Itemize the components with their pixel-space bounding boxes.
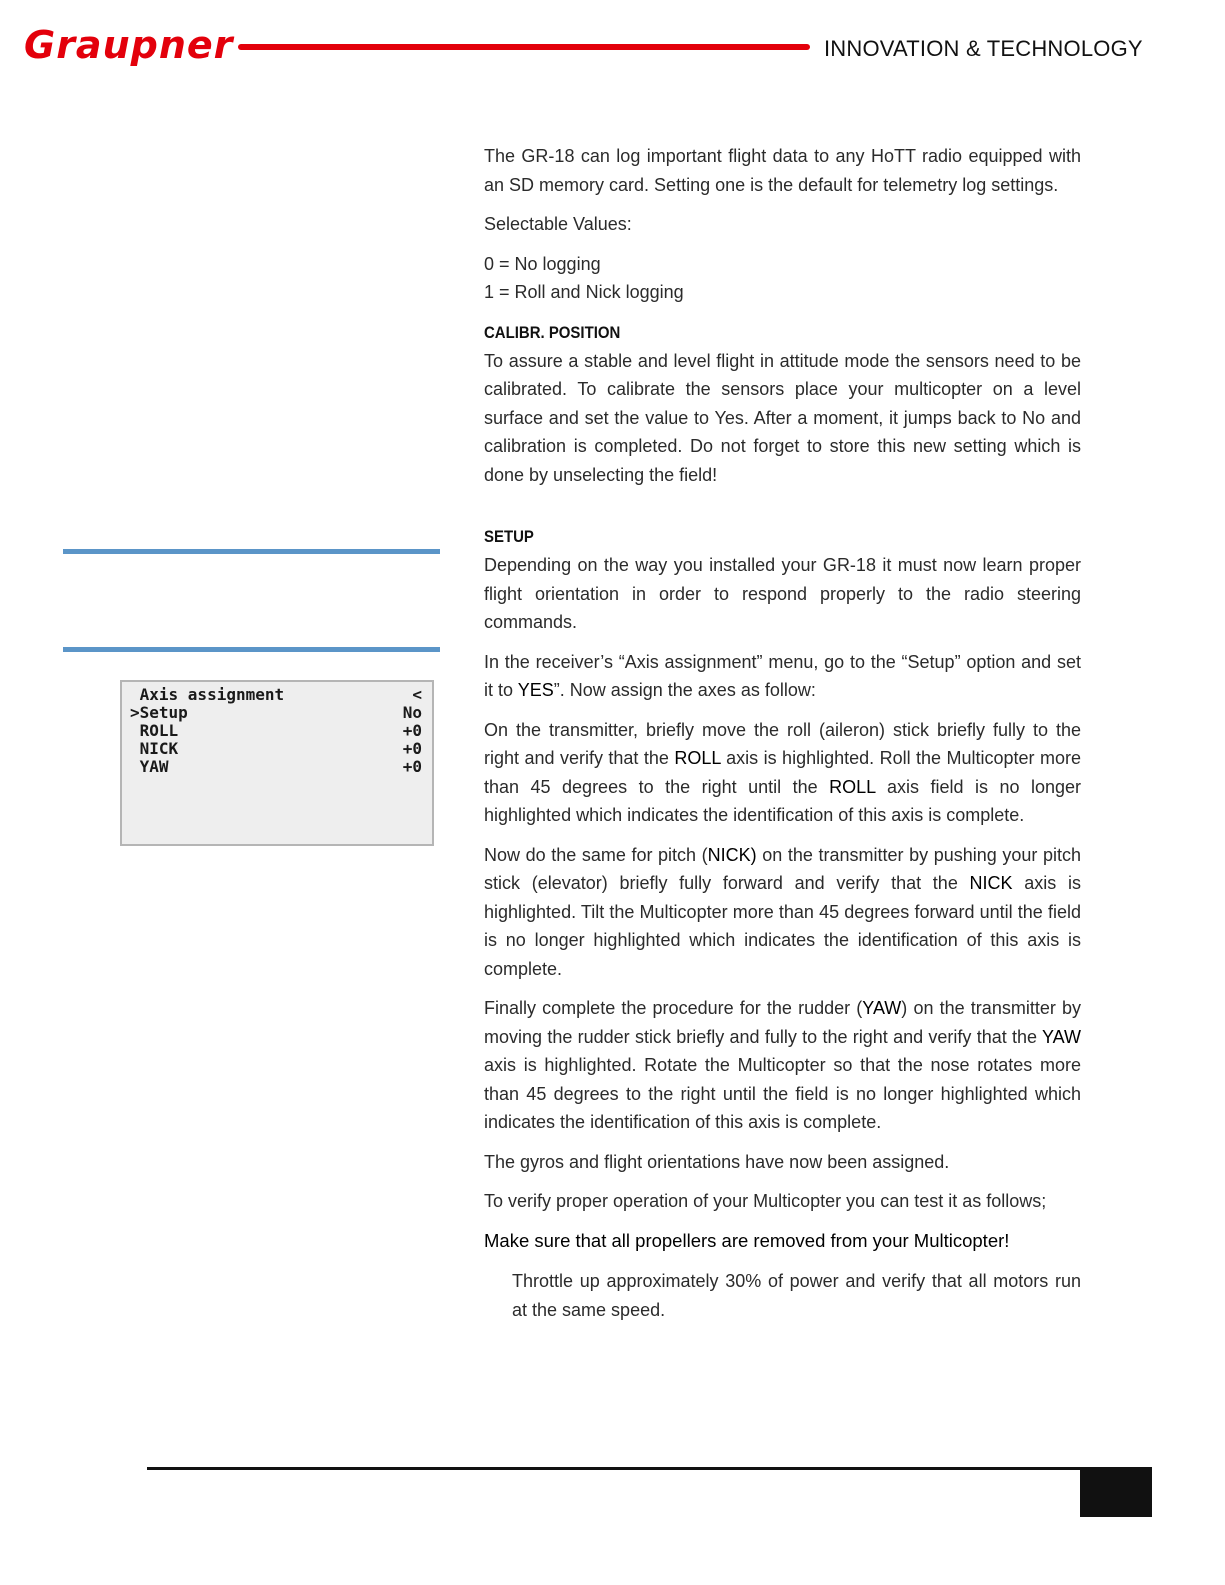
calibr-paragraph: To assure a stable and level flight in attitude mode the sensors need to be calibrated. To calibrate the sensors place your multicopter on a level surface and set the value to Yes. After a moment, it jumps back to No and calibration is completed. Do not forget to store this new setting which is done by unselecting the field! — [484, 350, 1081, 485]
axis-menu-paragraph: In the receiver’s “Axis assignment” menu, go to the “Setup” option and set it to YES”. Now assign the axes as follow: — [484, 651, 1081, 700]
nick-highlight: NICK) — [707, 844, 757, 865]
yaw-highlight: YAW — [862, 998, 902, 1018]
intro-paragraph: The GR-18 can log important flight data to any HoTT radio equipped with an SD memory card. Setting one is the default for telemetry log settings. — [484, 146, 1081, 195]
roll-highlight: ROLL — [674, 748, 721, 768]
lcd-row-setup — [130, 704, 422, 722]
roll-paragraph: On the transmitter, briefly move the roll (aileron) stick briefly fully to the right and verify that the ROLL axis is highlighted. Roll the Multicopter more than 45 degrees to the right until the ROLL axis field is no longer highlighted which indicates the identification of this axis is complete. — [484, 719, 1082, 825]
lcd-title-row — [130, 686, 422, 704]
verify-paragraph: To verify proper operation of your Multicopter you can test it as follows; — [484, 1191, 1047, 1211]
lcd-row-label: ROLL — [130, 721, 179, 740]
selectable-values-label: Selectable Values: — [484, 214, 632, 234]
sidebar-rule-top — [63, 549, 440, 554]
graupner-logo: Graupner — [24, 23, 234, 67]
setup-heading: SETUP — [484, 527, 534, 546]
lcd-row-label: NICK — [130, 739, 179, 758]
lcd-row-value: +0 — [402, 721, 422, 740]
value-0: 0 = No logging — [484, 253, 601, 274]
lcd-row-roll — [130, 722, 422, 740]
value-1: 1 = Roll and Nick logging — [484, 282, 684, 302]
header-tagline: INNOVATION & TECHNOLOGY — [824, 36, 1143, 61]
axis-assignment-screen — [120, 680, 434, 846]
throttle-paragraph: Throttle up approximately 30% of power and verify that all motors run at the same speed. — [512, 1271, 1081, 1320]
lcd-title: Axis assignment — [130, 685, 285, 704]
lcd-row-value: No — [402, 703, 422, 722]
lcd-row-yaw — [130, 758, 422, 776]
yes-highlight: YES — [517, 680, 554, 700]
lcd-row-label: YAW — [130, 757, 169, 776]
setup-paragraph: Depending on the way you installed your GR-18 it must now learn proper flight orientation in order to respond properly to the radio steering commands. — [484, 555, 1081, 632]
yaw-paragraph: Finally complete the procedure for the rudder (YAW) on the transmitter by moving the rudder stick briefly and fully to the right and verify that the YAW axis is highlighted. Rotate the Multicopter so that the nose rotates more than 45 degrees to the right until the field is no longer highlighted which indicates the identification of this axis is complete. — [484, 998, 1081, 1132]
back-arrow-icon: < — [412, 685, 422, 704]
propeller-warning: Make sure that all propellers are removed from your Multicopter! — [484, 1229, 1010, 1251]
lcd-row-nick — [130, 740, 422, 758]
footer-rule — [147, 1467, 1152, 1470]
lcd-row-value: +0 — [402, 757, 422, 776]
main-content — [484, 142, 1081, 1335]
calibr-position-heading: CALIBR. POSITION — [484, 322, 621, 342]
nick-highlight: NICK — [969, 873, 1013, 893]
page-number-block — [1080, 1467, 1152, 1517]
header-red-rule — [238, 44, 810, 50]
sidebar-rule-bottom — [63, 647, 440, 652]
lcd-row-label: >Setup — [130, 703, 188, 722]
assigned-paragraph: The gyros and flight orientations have now been assigned. — [484, 1151, 950, 1172]
nick-paragraph: Now do the same for pitch (NICK) on the transmitter by pushing your pitch stick (elevator) briefly fully forward and verify that the NICK axis is highlighted. Tilt the Multicopter more than 45 degrees forward until the field is no longer highlighted which indicates the identification of this axis is complete. — [484, 844, 1081, 979]
yaw-highlight: YAW — [1042, 1026, 1081, 1047]
roll-highlight: ROLL — [829, 776, 876, 797]
lcd-row-value: +0 — [402, 739, 422, 758]
